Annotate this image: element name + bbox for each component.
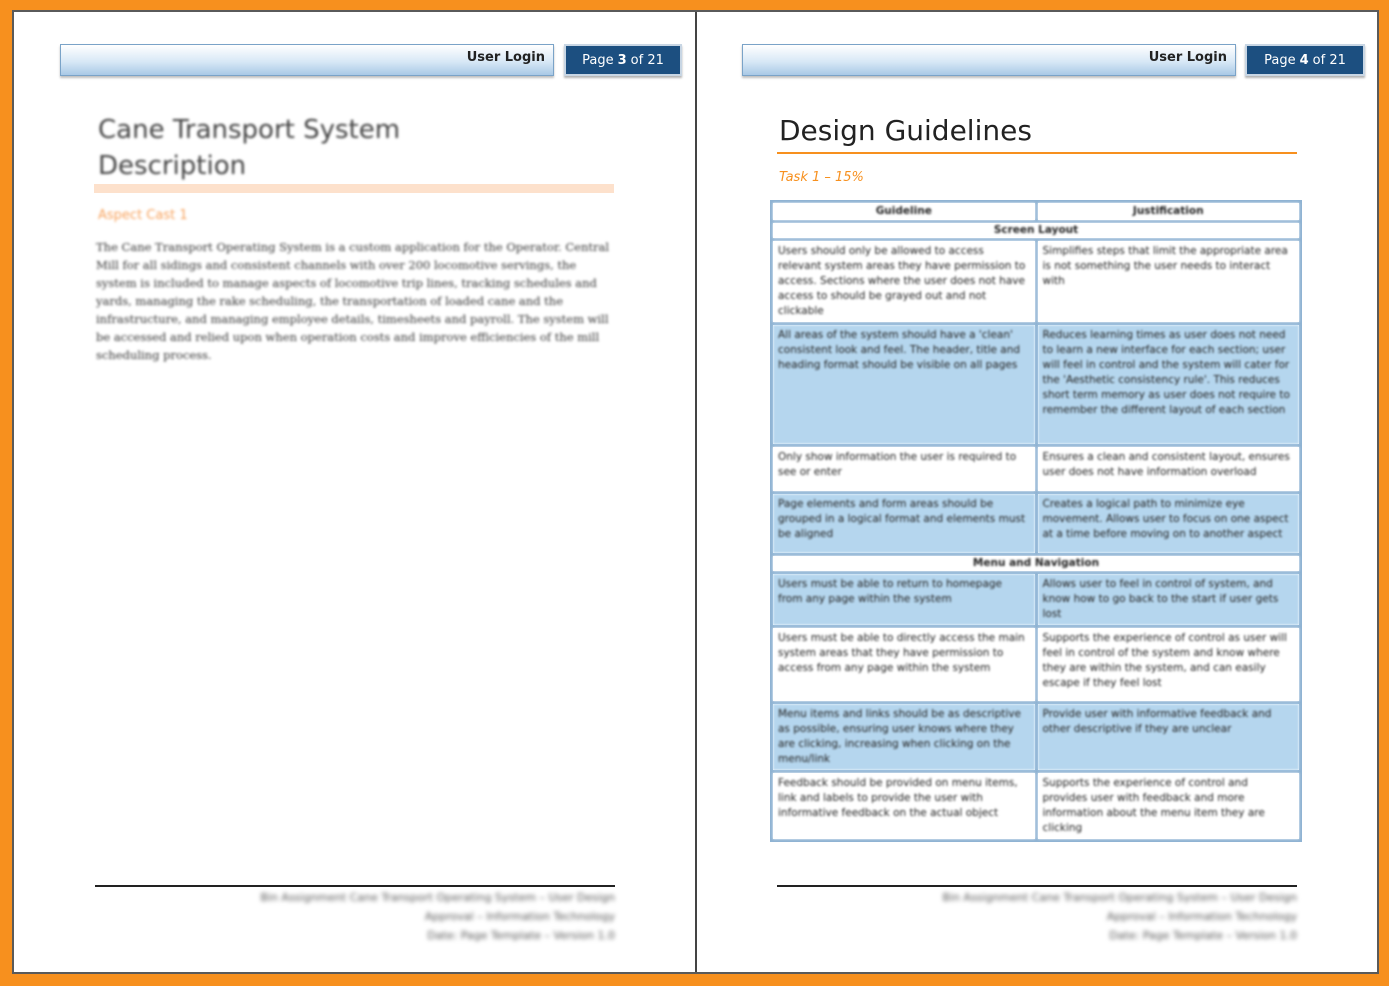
user-login-link[interactable]: User Login [466, 50, 545, 65]
task-label: Task 1 – 15% [779, 170, 864, 185]
table-row [772, 703, 1301, 772]
section-subtitle: Aspect Cast 1 [98, 208, 188, 223]
page-indicator [1245, 44, 1365, 76]
user-login-link[interactable]: User Login [1148, 50, 1227, 65]
guideline-cell: All areas of the system should have a 'clean' consistent look and feel. The header, title and heading format should be visible on all pages [772, 324, 1037, 446]
table-row [772, 573, 1301, 627]
page-prefix: Page [582, 52, 614, 68]
description-paragraph: The Cane Transport Operating System is a custom application for the Operator. Central Mill for all sidings and consistent channels with over 200 locomotive servings, the system is included to manage aspects of locomotive trip lines, tracking schedules and yards, managing the rake scheduling, the transportation of loaded cane and the infrastructure, and managing employee details, timesheets and payroll. The system will be accessed and relied upon when operation costs and improve efficiencies of the mill scheduling process. [96, 240, 610, 362]
guideline-cell: Users must be able to return to homepage from any page within the system [772, 573, 1037, 627]
footer-divider [777, 885, 1297, 887]
justification-cell: Supports the experience of control and provides user with feedback and more information about the menu item they are clicking [1036, 772, 1301, 841]
page-title: Design Guidelines [779, 114, 1032, 147]
table-row [772, 446, 1301, 493]
left-page [14, 12, 695, 972]
page-title: Cane Transport System Description [98, 115, 401, 181]
guideline-cell: Only show information the user is required to see or enter [772, 446, 1037, 493]
justification-cell: Provide user with informative feedback and other descriptive if they are unclear [1036, 703, 1301, 772]
table-row [772, 627, 1301, 703]
section-row-screen-layout [772, 222, 1301, 240]
guideline-cell: Users must be able to directly access the main system areas that they have permission to access from any page within the system [772, 627, 1037, 703]
column-header-justification: Justification [1036, 202, 1301, 222]
column-header-guideline: Guideline [772, 202, 1037, 222]
footer-line-2: Approval – Information Technology [1106, 910, 1297, 923]
page-total: of 21 [1312, 52, 1346, 68]
table-header-row [772, 202, 1301, 222]
right-page [697, 12, 1377, 972]
table-row [772, 493, 1301, 555]
section-title: Screen Layout [772, 222, 1301, 240]
guideline-cell: Menu items and links should be as descriptive as possible, ensuring user knows where they are clicking, increasing when clicking on the menu/link [772, 703, 1037, 772]
title-underline [94, 184, 614, 193]
section-title: Menu and Navigation [772, 555, 1301, 573]
table-row [772, 240, 1301, 324]
footer-line-3: Date: Page Template – Version 1.0 [427, 929, 615, 942]
justification-cell: Ensures a clean and consistent layout, ensures user does not have information overload [1036, 446, 1301, 493]
page-indicator [564, 44, 682, 76]
page-number: 4 [1299, 52, 1309, 68]
page-header-bar [60, 44, 554, 76]
footer-line-1: Bin Assignment Cane Transport Operating System – User Design [942, 891, 1297, 904]
justification-cell: Reduces learning times as user does not need to learn a new interface for each section; user will feel in control and the system will cater for the 'Aesthetic consistency rule'. This reduces short term memory as user does not require to remember the different layout of each section [1036, 324, 1301, 446]
guideline-cell: Feedback should be provided on menu items, link and labels to provide the user with informative feedback on the actual object [772, 772, 1037, 841]
justification-cell: Simplifies steps that limit the appropriate area is not something the user needs to interact with [1036, 240, 1301, 324]
table-row [772, 324, 1301, 446]
page-total: of 21 [630, 52, 664, 68]
page-prefix: Page [1264, 52, 1296, 68]
page-number: 3 [617, 52, 627, 68]
design-guidelines-table [770, 200, 1302, 842]
footer [95, 888, 615, 945]
guideline-cell: Users should only be allowed to access relevant system areas they have permission to access. Sections where the user does not have access to should be grayed out and not clickable [772, 240, 1037, 324]
footer-line-2: Approval – Information Technology [424, 910, 615, 923]
page-header-bar [742, 44, 1236, 76]
footer-divider [95, 885, 615, 887]
section-row-menu-navigation [772, 555, 1301, 573]
justification-cell: Allows user to feel in control of system, and know how to go back to the start if user gets lost [1036, 573, 1301, 627]
guideline-cell: Page elements and form areas should be grouped in a logical format and elements must be aligned [772, 493, 1037, 555]
footer-line-1: Bin Assignment Cane Transport Operating System – User Design [260, 891, 615, 904]
justification-cell: Supports the experience of control as user will feel in control of the system and know where they are within the system, and can easily escape if they feel lost [1036, 627, 1301, 703]
footer [777, 888, 1297, 945]
table-row [772, 772, 1301, 841]
title-underline [777, 152, 1297, 154]
justification-cell: Creates a logical path to minimize eye movement. Allows user to focus on one aspect at a time before moving on to another aspect [1036, 493, 1301, 555]
footer-line-3: Date: Page Template – Version 1.0 [1109, 929, 1297, 942]
